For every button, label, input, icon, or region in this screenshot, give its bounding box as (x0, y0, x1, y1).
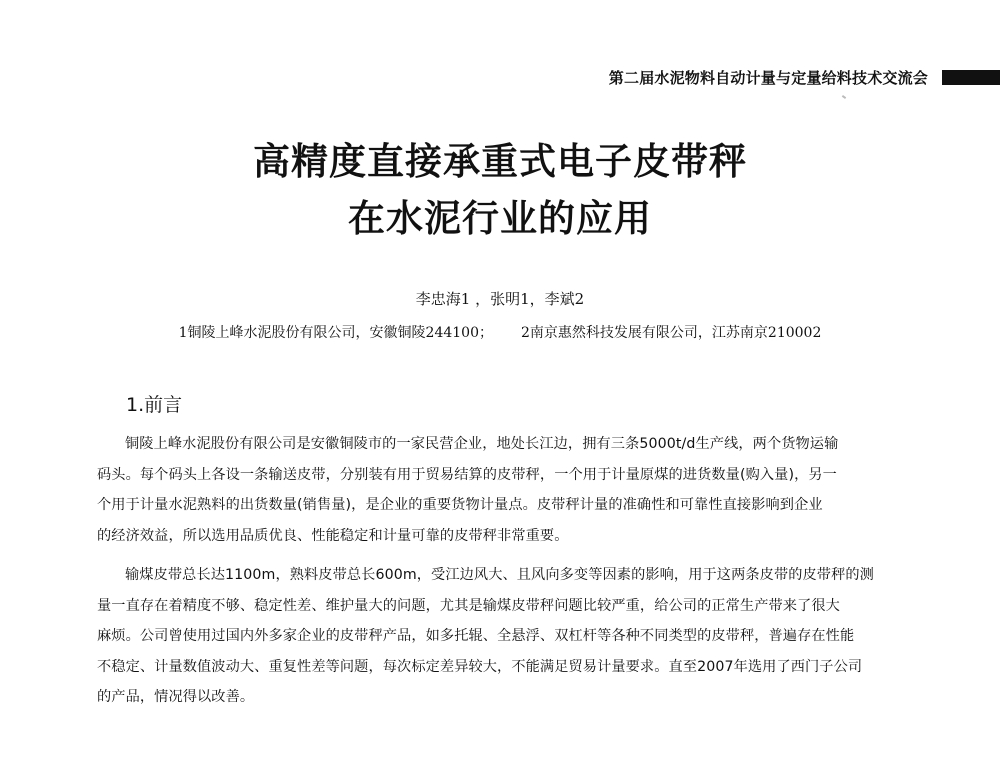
affiliation-list (0, 323, 1000, 343)
paragraph-1 (97, 429, 940, 551)
paragraph-line: 量一直存在着精度不够、稳定性差、维护量大的问题，尤其是输煤皮带秤问题比较严重，给公司的正常生产带来了很大 (97, 597, 840, 614)
scan-speck (842, 95, 846, 99)
paragraph-line: 的经济效益，所以选用品质优良、性能稳定和计量可靠的皮带秤非常重要。 (97, 527, 569, 544)
paragraph-2 (97, 560, 940, 713)
paragraph-line: 不稳定、计量数值波动大、重复性差等问题，每次标定差异较大，不能满足贸易计量要求。直至2007年选用了西门子公司 (97, 658, 863, 675)
running-header (0, 68, 1000, 88)
paragraph-line: 的产品，情况得以改善。 (97, 689, 255, 705)
paragraph-line-text: 铜陵上峰水泥股份有限公司是安徽铜陵市的一家民营企业，地处长江边，拥有三条5000t/d生产线，两个货物运输 (125, 436, 839, 452)
conference-name: 第二届水泥物料自动计量与定量给料技术交流会 (608, 69, 928, 87)
affiliation-second: 2南京惠然科技发展有限公司，江苏南京210002 (521, 325, 822, 341)
paragraph-line (97, 560, 940, 591)
header-bar-mark (942, 70, 1000, 85)
paragraph-line: 个用于计量水泥熟料的出货数量(销售量)，是企业的重要货物计量点。皮带秤计量的准确性和可靠性直接影响到企业 (97, 497, 823, 513)
paragraph-line: 麻烦。公司曾使用过国内外多家企业的皮带秤产品，如多托辊、全悬浮、双杠杆等各种不同类型的皮带秤，普遍存在性能 (97, 628, 855, 644)
paragraph-line-text: 输煤皮带总长达1100m，熟料皮带总长600m，受江边风大、且风向多变等因素的影响，用于这两条皮带的皮带秤的测 (125, 567, 874, 583)
section-heading: 1.前言 (126, 394, 183, 416)
paragraph-line (97, 429, 940, 460)
affiliation-first: 1铜陵上峰水泥股份有限公司，安徽铜陵244100； (178, 325, 493, 341)
paper-title-line-2: 在水泥行业的应用 (348, 197, 652, 240)
paragraph-line: 码头。每个码头上各设一条输送皮带，分别装有用于贸易结算的皮带秤，一个用于计量原煤的进货数量(购入量)，另一 (97, 466, 837, 483)
paper-title-line-1: 高精度直接承重式电子皮带秤 (253, 140, 747, 183)
author-list: 李忠海1 ，张明1，李斌2 (415, 290, 585, 308)
